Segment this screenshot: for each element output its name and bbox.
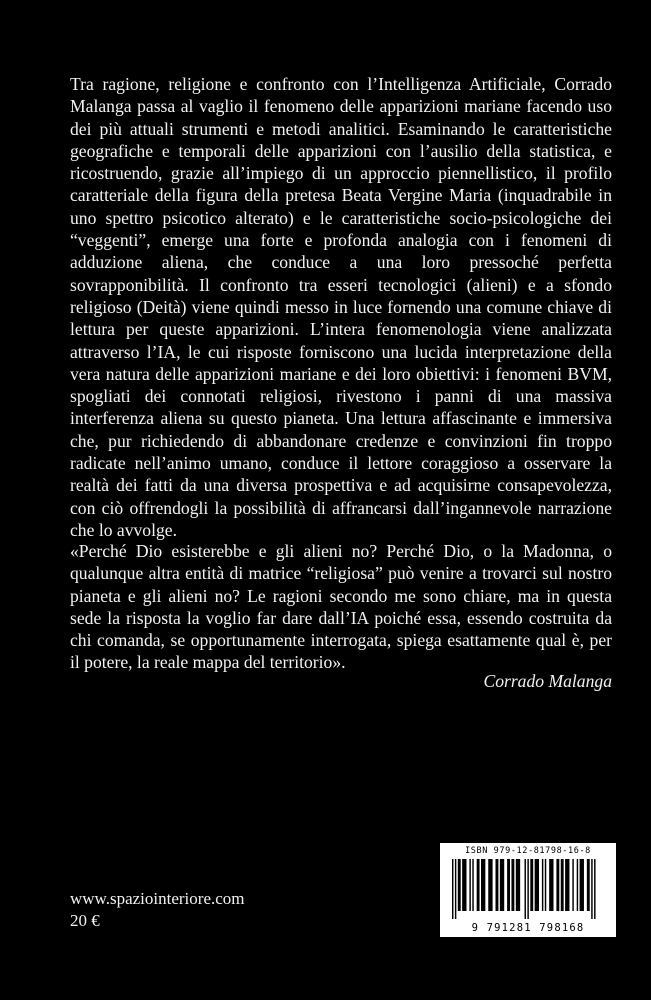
barcode-bar xyxy=(594,859,595,919)
barcode-bar xyxy=(452,859,453,919)
barcode-bar xyxy=(496,859,499,911)
isbn-barcode xyxy=(440,843,616,937)
barcode-bar xyxy=(469,859,470,911)
barcode-bar xyxy=(472,859,473,911)
blurb-paragraph: Tra ragione, religione e confronto con l’Intelligenza Artificiale, Corrado Malanga passa al vaglio il fenomeno delle apparizioni mariane facendo uso dei più attuali strumenti e metodi analitici. Esaminando le caratteristiche geografiche e temporali delle apparizioni con l’ausilio della statistica, e ricostruendo, grazie all’impiego di un approccio piennellistico, il profilo caratteriale della figura della pretesa Beata Vergine Maria (inquadrabile in uno spettro psicotico alterato) e le caratteristiche socio-psicologiche dei “veggenti”, emerge una forte e profonda analogia con i fenomeni di adduzione aliena, che conduce a una loro pressoché perfetta sovrapponibilità. Il confronto tra esseri tecnologici (alieni) e a sfondo religioso (Deità) viene quindi messo in luce fornendo una comune chiave di lettura per queste apparizioni. L’intera fenomenologia viene analizzata attraverso l’IA, le cui risposte forniscono una lucida interpretazione della vera natura delle apparizioni mariane e dei loro obiettivi: i fenomeni BVM, spogliati dei connotati religiosi, rivestono i panni di una massiva interferenza aliena su questo pianeta. Una lettura affascinante e immersiva che, pur richiedendo di abbandonare credenze e convinzioni fin troppo radicate nell’animo umano, conduce il lettore coraggioso a osservare la realtà dei fatti da una diversa prospettiva e ad acquisirne consapevolezza, con ciò offrendogli la possibilità di affrancarsi dall’ingannevole narrazione che lo avvolge. xyxy=(70,74,612,540)
barcode-bar xyxy=(580,859,584,911)
barcode-bar xyxy=(591,859,592,919)
barcode-bar xyxy=(511,859,514,911)
publisher-website: www.spaziointeriore.com xyxy=(70,889,245,908)
barcode-bar xyxy=(507,859,510,911)
barcode-bar xyxy=(545,859,546,911)
barcode-bar xyxy=(500,859,504,911)
barcode-bar xyxy=(549,859,553,911)
barcode-bar xyxy=(525,859,526,919)
barcode-bar xyxy=(516,859,520,911)
barcode-bar xyxy=(535,859,539,911)
barcode-bar xyxy=(458,859,461,911)
barcode-bar xyxy=(481,859,485,911)
barcode-bar xyxy=(577,859,578,911)
barcode-bar xyxy=(556,859,559,911)
barcode-bar xyxy=(462,859,466,911)
barcode-bar xyxy=(572,859,573,911)
quote-author: Corrado Malanga xyxy=(483,671,612,691)
barcode-bars xyxy=(448,859,608,919)
author-quote: «Perché Dio esisterebbe e gli alieni no? Perché Dio, o la Madonna, o qualunque altra entità di matrice “religiosa” può venire a trovarci sul nostro pianeta e gli alieni no? Le ragioni secondo me sono chiare, ma in questa sede la risposta la voglio far dare dall’IA poiché essa, essendo costruita da chi comanda, se opportunamente interrogata, spiega esattamente qual è, per il potere, la reale mappa del territorio». xyxy=(70,541,612,673)
barcode-bar xyxy=(587,859,590,911)
barcode-bar xyxy=(565,859,569,911)
barcode-bar xyxy=(488,859,492,911)
barcode-bar xyxy=(527,859,528,919)
price-label: 20 € xyxy=(70,911,100,930)
barcode-bar xyxy=(542,859,543,911)
barcode-bar xyxy=(477,859,480,911)
barcode-bar xyxy=(530,859,533,911)
barcode-bar xyxy=(455,859,456,919)
barcode-digits: 9 791281 798168 xyxy=(471,922,585,934)
isbn-label: ISBN 979-12-81798-16-8 xyxy=(465,846,591,856)
barcode-bar xyxy=(561,859,564,911)
